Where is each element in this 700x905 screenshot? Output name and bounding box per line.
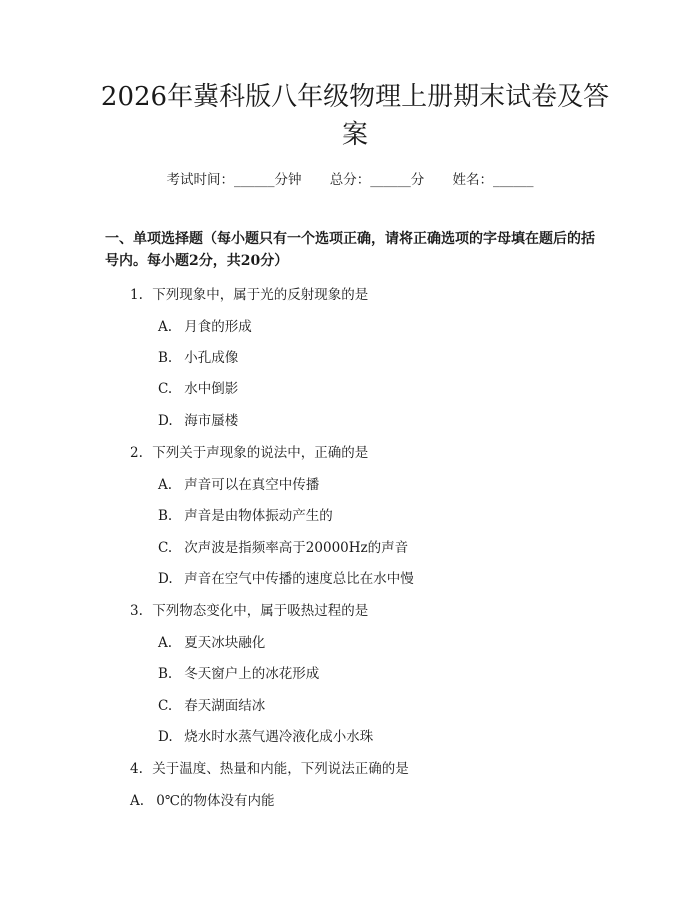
option-text: 声音可以在真空中传播 [184, 477, 320, 493]
question-2-option-c [158, 536, 408, 556]
question-3-option-d [158, 725, 373, 745]
question-2-option-b [158, 504, 333, 524]
option-letter: A. [158, 319, 173, 335]
option-text: 月食的形成 [184, 319, 252, 335]
question-number: 3. [130, 603, 143, 619]
section-heading: 一、单项选择题（每小题只有一个选项正确，请将正确选项的字母填在题后的括号内。每小题2分，共20分） [105, 231, 595, 269]
question-text: 下列现象中，属于光的反射现象的是 [152, 287, 369, 303]
question-3-option-b [158, 662, 319, 682]
question-number: 1. [130, 287, 143, 303]
question-text: 下列关于声现象的说法中，正确的是 [152, 445, 369, 461]
option-text: 0℃的物体没有内能 [156, 793, 275, 809]
exam-meta [0, 168, 700, 188]
question-2 [130, 441, 368, 461]
option-text: 烧水时水蒸气遇冷液化成小水珠 [184, 729, 374, 745]
name-field: 姓名：______ [452, 172, 534, 188]
option-letter: D. [158, 413, 173, 429]
question-1-option-c [158, 377, 238, 397]
option-letter: A. [158, 635, 173, 651]
option-letter: C. [158, 540, 173, 556]
option-letter: D. [158, 729, 173, 745]
option-text: 次声波是指频率高于20000Hz的声音 [184, 540, 409, 556]
question-4 [130, 757, 409, 777]
question-text: 下列物态变化中，属于吸热过程的是 [152, 603, 369, 619]
question-1 [130, 283, 368, 303]
question-1-option-d [158, 409, 238, 429]
option-text: 水中倒影 [184, 381, 239, 397]
question-2-option-a [158, 473, 319, 493]
question-text: 关于温度、热量和内能，下列说法正确的是 [152, 761, 409, 777]
exam-time-field: 考试时间：______分钟 [166, 172, 302, 188]
question-3-option-c [158, 694, 265, 714]
option-text: 小孔成像 [184, 350, 239, 366]
question-3-option-a [158, 631, 265, 651]
option-letter: A. [130, 793, 145, 809]
option-letter: C. [158, 698, 173, 714]
question-number: 4. [130, 761, 143, 777]
option-letter: D. [158, 571, 173, 587]
option-text: 海市蜃楼 [184, 413, 239, 429]
option-letter: B. [158, 508, 173, 524]
exam-title: 2026年冀科版八年级物理上册期末试卷及答案 [100, 82, 610, 150]
option-text: 夏天冰块融化 [184, 635, 266, 651]
question-3 [130, 599, 368, 619]
option-text: 声音在空气中传播的速度总比在水中慢 [184, 571, 414, 587]
option-letter: A. [158, 477, 173, 493]
question-number: 2. [130, 445, 143, 461]
option-letter: B. [158, 350, 173, 366]
option-letter: B. [158, 666, 173, 682]
option-text: 冬天窗户上的冰花形成 [184, 666, 320, 682]
total-score-field: 总分：______分 [329, 172, 425, 188]
question-4-option-a [130, 789, 275, 809]
option-text: 春天湖面结冰 [184, 698, 266, 714]
option-letter: C. [158, 381, 173, 397]
question-1-option-a [158, 315, 252, 335]
option-text: 声音是由物体振动产生的 [184, 508, 333, 524]
question-1-option-b [158, 346, 238, 366]
question-2-option-d [158, 567, 414, 587]
